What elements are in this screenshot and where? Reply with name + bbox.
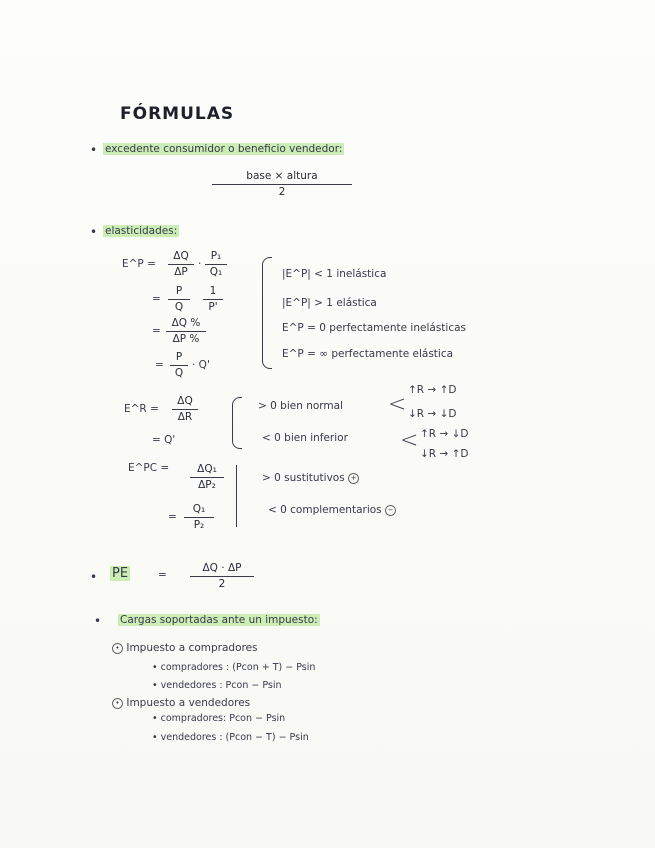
epc-fraction-2 [184, 503, 214, 532]
numerator: ΔQ % [171, 317, 201, 329]
numerator: P [175, 351, 183, 363]
elasticidades-heading: elasticidades: [105, 225, 178, 237]
curly-brace [262, 257, 272, 369]
vend-compradores-item: • compradores: Pcon − Psin [152, 713, 286, 724]
bullet-marker: • [90, 225, 98, 239]
minus-circle-icon: − [385, 505, 396, 516]
fraction-bar [166, 331, 206, 332]
fraction-bar [168, 299, 190, 300]
epc-positive-label: > 0 sustitutivos [262, 472, 345, 484]
er-fraction [172, 395, 198, 424]
ep-case-perf-inelastica: E^P = 0 perfectamente inelásticas [282, 322, 467, 334]
excedente-formula [212, 170, 352, 199]
page-title: FÓRMULAS [120, 104, 235, 124]
denominator: P₂ [193, 519, 205, 531]
ep-fraction-1b [205, 250, 227, 279]
vend-vendedores-item: • vendedores : (Pcon − T) − Psin [152, 732, 309, 743]
fraction-bar [212, 184, 352, 185]
impuesto-compradores-label: Impuesto a compradores [126, 642, 258, 654]
ep-case-inelastica: |E^P| < 1 inelástica [282, 268, 387, 280]
er-normal-rule-down: ↓R → ↓D [408, 408, 457, 420]
cargas-heading: Cargas soportadas ante un impuesto: [120, 614, 318, 626]
numerator: ΔQ₁ [197, 463, 217, 475]
excedente-heading: excedente consumidor o beneficio vendedor: [105, 143, 343, 155]
equals-sign: = [155, 359, 164, 371]
item-text: compradores : (Pcon + T) − Psin [160, 662, 316, 673]
pe-label: PE [112, 566, 129, 581]
denominator: Q [174, 301, 184, 313]
denominator: ΔP % [172, 333, 200, 345]
vertical-line [236, 465, 237, 527]
angle-bracket: < [388, 392, 407, 417]
fraction-bar [190, 477, 224, 478]
ep-case-perf-elastica: E^P = ∞ perfectamente elástica [282, 348, 454, 360]
bullet-marker: • [90, 143, 98, 157]
fraction-bar [184, 517, 214, 518]
ep-fraction-2b [203, 285, 223, 314]
denominator: P' [208, 301, 218, 313]
ep-fraction-3 [166, 317, 206, 346]
impuesto-vendedores-title [112, 697, 250, 709]
numerator: P₁ [210, 250, 222, 262]
equals-sign: = [168, 511, 177, 523]
fraction-bar [170, 365, 188, 366]
equals-sign: = [152, 325, 161, 337]
denominator: 2 [218, 578, 226, 590]
denominator: Q₁ [209, 266, 223, 278]
ep-fraction-2 [168, 285, 190, 314]
denominator: ΔP₂ [198, 479, 216, 491]
item-text: compradores: Pcon − Psin [160, 713, 286, 724]
equals-sign: = [152, 293, 161, 305]
er-inferior-rule-down: ↓R → ↑D [420, 448, 469, 460]
excedente-numerator: base × altura [246, 170, 318, 182]
plus-circle-icon: + [348, 473, 359, 484]
numerator: ΔQ [177, 395, 193, 407]
comp-vendedores-item: • vendedores : Pcon − Psin [152, 680, 282, 691]
ep-fraction-4 [170, 351, 188, 380]
fraction-bar [205, 264, 227, 265]
fraction-bar [172, 409, 198, 410]
bullet-marker: • [94, 614, 102, 628]
impuesto-compradores-title [112, 642, 258, 654]
numerator: ΔQ · ΔP [202, 562, 242, 574]
denominator: Q [174, 367, 184, 379]
er-normal-rule-up: ↑R → ↑D [408, 384, 457, 396]
er-inferior-rule-up: ↑R → ↓D [420, 428, 469, 440]
denominator: ΔR [177, 411, 193, 423]
fraction-bar [190, 576, 254, 577]
excedente-denominator: 2 [278, 186, 286, 198]
ep-case-elastica: |E^P| > 1 elástica [282, 297, 377, 309]
numerator: Q₁ [192, 503, 206, 515]
circled-bullet-icon: • [112, 698, 123, 709]
ep-label: E^P = [122, 258, 156, 270]
ep-fraction-4-tail: · Q' [192, 359, 210, 371]
impuesto-vendedores-label: Impuesto a vendedores [126, 697, 251, 709]
epc-label: E^PC = [128, 462, 170, 474]
numerator: ΔQ [173, 250, 189, 262]
pe-fraction [190, 562, 254, 591]
circled-bullet-icon: • [112, 643, 123, 654]
item-text: vendedores : Pcon − Psin [160, 680, 282, 691]
epc-fraction [190, 463, 224, 492]
item-text: vendedores : (Pcon − T) − Psin [160, 732, 309, 743]
bullet-marker: • [90, 570, 98, 584]
er-alt-formula: = Q' [152, 434, 176, 446]
ep-fraction-1 [168, 250, 194, 279]
comp-compradores-item: • compradores : (Pcon + T) − Psin [152, 662, 316, 673]
er-label: E^R = [124, 403, 159, 415]
er-negative-case: < 0 bien inferior [262, 432, 348, 444]
curly-brace [232, 397, 242, 449]
fraction-bar [168, 264, 194, 265]
numerator: P [175, 285, 183, 297]
epc-negative-label: < 0 complementarios [268, 504, 382, 516]
numerator: 1 [209, 285, 217, 297]
fraction-bar [203, 299, 223, 300]
epc-positive-case [262, 472, 359, 484]
dot-operator: · [198, 258, 202, 270]
angle-bracket: < [400, 428, 419, 453]
denominator: ΔP [174, 266, 188, 278]
er-positive-case: > 0 bien normal [258, 400, 343, 412]
epc-negative-case [268, 504, 396, 516]
equals-sign: = [158, 569, 167, 581]
